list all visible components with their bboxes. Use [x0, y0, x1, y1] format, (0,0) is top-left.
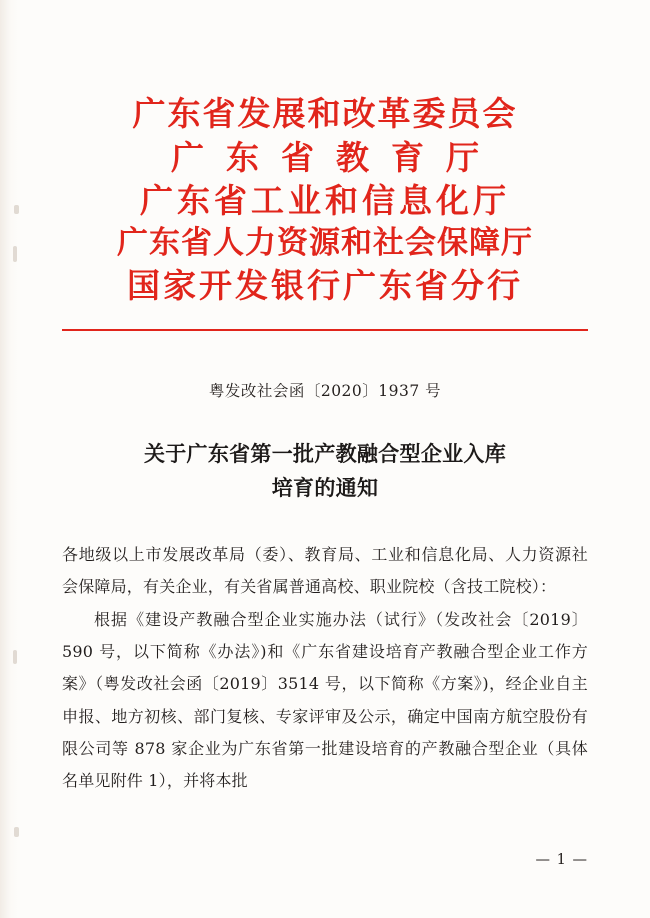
masthead-line-2: 广东省教育厅	[171, 137, 501, 177]
body-paragraph-2: 根据《建设产教融合型企业实施办法（试行》（发改社会〔2019〕590 号，以下简称《办法》)和《广东省建设培育产教融合型企业工作方案》（粤发改社会函〔2019〕3514 号，以下简称《方案》)，经企业自主申报、地方初核、部门复核、专家评审及公示，确定中国南方航空股份有限公司等 878 家企业为广东省第一批建设培育的产教融合型企业（具体名单见附件 1），并将本批	[62, 609, 588, 791]
masthead-divider	[62, 329, 588, 331]
body-paragraph-1: 各地级以上市发展改革局（委）、教育局、工业和信息化局、人力资源社会保障局，有关企业，有关省属普通高校、职业院校（含技工院校）：	[62, 545, 588, 597]
masthead-line-5: 国家开发银行广东省分行	[127, 265, 523, 305]
masthead-line-4: 广东省人力资源和社会保障厅	[117, 224, 533, 261]
page-title	[62, 437, 588, 505]
page-number: — 1 —	[535, 852, 588, 868]
masthead-line-1: 广东省发展和改革委员会	[132, 94, 518, 133]
masthead	[62, 0, 588, 307]
document-body	[62, 539, 588, 798]
page-title-line-2: 培育的通知	[271, 475, 379, 501]
page-title-line-1: 关于广东省第一批产教融合型企业入库	[143, 441, 507, 467]
masthead-line-3: 广东省工业和信息化厅	[140, 181, 510, 221]
document-number: 粤发改社会函〔2020〕1937 号	[208, 382, 442, 401]
